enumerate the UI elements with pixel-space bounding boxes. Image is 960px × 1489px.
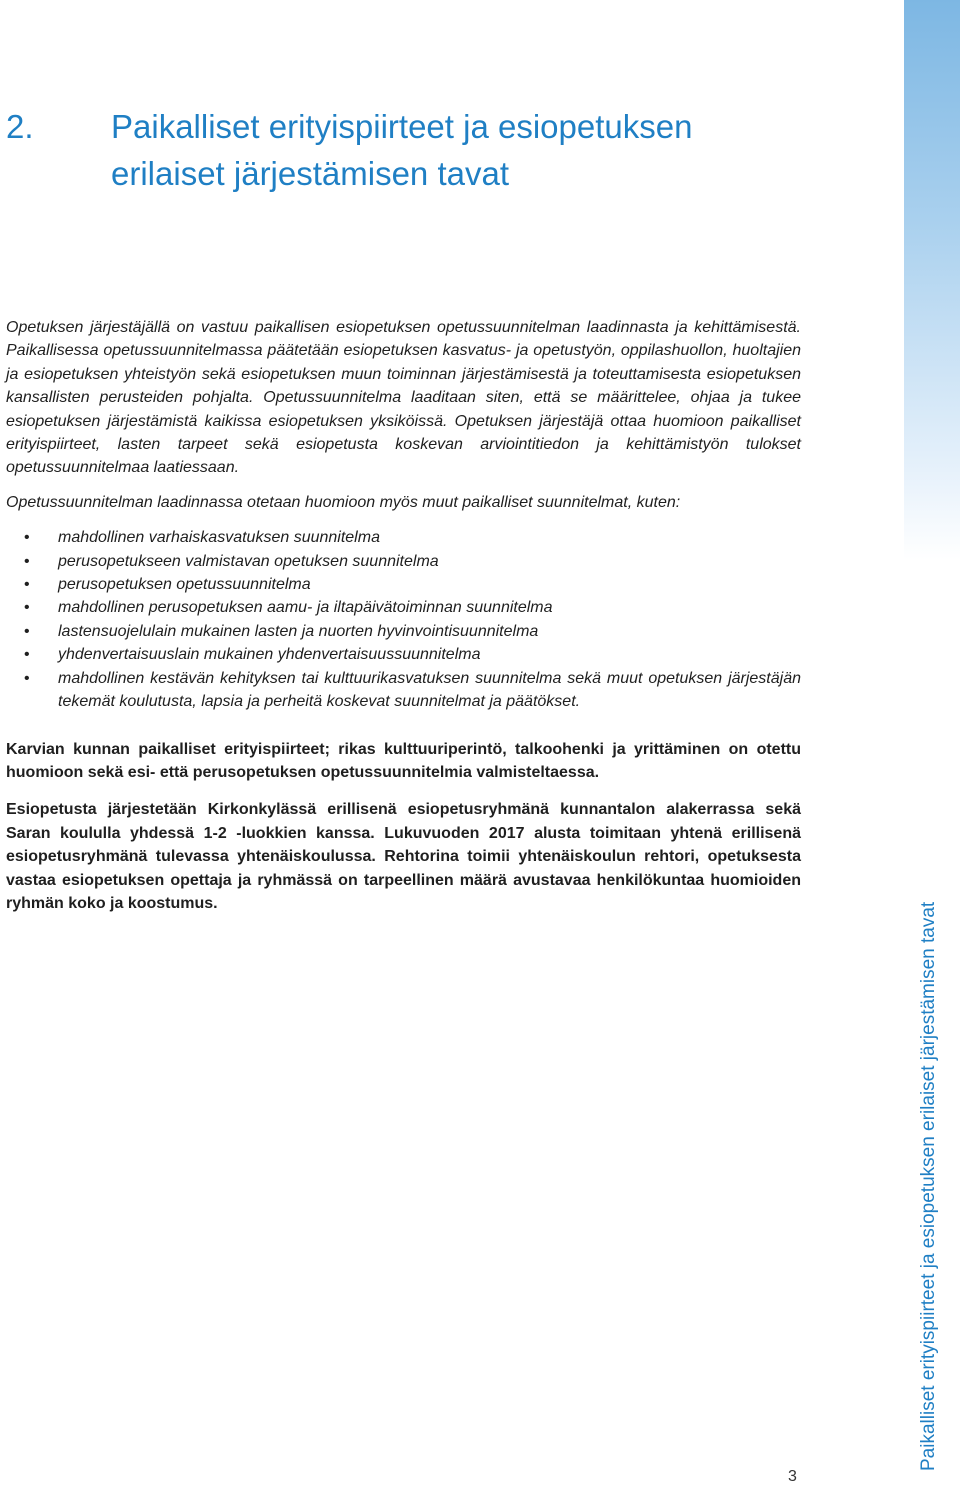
section-heading bbox=[6, 104, 796, 197]
list-item bbox=[6, 620, 801, 643]
list-item-text: perusopetuksen opetussuunnitelma bbox=[58, 576, 311, 594]
bullet: • bbox=[24, 576, 30, 594]
list-item-text: perusopetukseen valmistavan opetuksen suunnitelma bbox=[58, 552, 439, 570]
list-item bbox=[6, 550, 801, 573]
main-content bbox=[6, 316, 801, 915]
bullet: • bbox=[24, 646, 30, 664]
plans-list bbox=[6, 526, 801, 713]
page-number: 3 bbox=[788, 1468, 797, 1485]
list-item-text: yhdenvertaisuuslain mukainen yhdenvertaisuussuunnitelma bbox=[58, 646, 481, 664]
bullet: • bbox=[24, 669, 30, 687]
list-item bbox=[6, 573, 801, 596]
side-running-title: Paikalliset erityispiirteet ja esiopetuksen erilaiset järjestämisen tavat bbox=[918, 901, 939, 1471]
list-item bbox=[6, 643, 801, 666]
arrangement-paragraph: Esiopetusta järjestetään Kirkonkylässä erillisenä esiopetusryhmänä kunnantalon alakerrassa sekä Saran koululla yhdessä 1-2 -luokkien kanssa. Lukuvuoden 2017 alusta toimitaan yhtenä erillisenä esiopetusryhmänä tulevassa yhtenäiskoulussa. Rehtorina toimii yhtenäiskoulun rehtori, opetuksesta vastaa esiopetuksen opettaja ja ryhmässä on tarpeellinen määrä avustavaa henkilökuntaa huomioiden ryhmän koko ja koostumus. bbox=[6, 801, 801, 912]
list-item bbox=[6, 596, 801, 619]
list-item-text: mahdollinen kestävän kehityksen tai kulttuurikasvatuksen suunnitelma sekä muut opetuksen järjestäjän tekemät koulutusta, lapsia ja perheitä koskevat suunnitelmat ja päätökset. bbox=[58, 669, 801, 711]
bullet: • bbox=[24, 622, 30, 640]
local-features-paragraph: Karvian kunnan paikalliset erityispiirteet; rikas kulttuuriperintö, talkoohenki ja yrittäminen on otettu huomioon sekä esi- että perusopetuksen opetussuunnitelmia valmisteltaessa. bbox=[6, 740, 801, 781]
bullet: • bbox=[24, 552, 30, 570]
section-title: Paikalliset erityispiirteet ja esiopetuksen erilaiset järjestämisen tavat bbox=[111, 108, 693, 192]
intro-paragraph: Opetuksen järjestäjällä on vastuu paikallisen esiopetuksen opetussuunnitelman laadinnasta ja kehittämisestä. Paikallisessa opetussuunnitelmassa päätetään esiopetuksen kasvatus- ja opetustyön, oppilashuollon, huoltajien ja esiopetuksen yhteistyön sekä esiopetuksen muun toiminnan järjestämisestä ja toteuttamisesta esiopetuksen kansallisten perusteiden pohjalta. Opetussuunnitelma laaditaan siten, että se määrittelee, ohjaa ja tukee esiopetuksen järjestämistä kaikissa esiopetuksen yksiköissä. Opetuksen järjestäjä ottaa huomioon paikalliset erityispiirteet, lasten tarpeet sekä esiopetusta koskevan arviointitiedon ja kehittämistyön tulokset opetussuunnitelmaa laatiessaan. bbox=[6, 319, 801, 477]
list-item-text: mahdollinen perusopetuksen aamu- ja iltapäivätoiminnan suunnitelma bbox=[58, 599, 553, 617]
section-number: 2. bbox=[6, 108, 34, 145]
list-item-text: lastensuojelulain mukainen lasten ja nuorten hyvinvointisuunnitelma bbox=[58, 622, 539, 640]
list-item bbox=[6, 526, 801, 549]
plans-intro-paragraph: Opetussuunnitelman laadinnassa otetaan huomioon myös muut paikalliset suunnitelmat, kuten: bbox=[6, 493, 681, 511]
list-item-text: mahdollinen varhaiskasvatuksen suunnitelma bbox=[58, 529, 380, 547]
bullet: • bbox=[24, 599, 30, 617]
list-item bbox=[6, 667, 801, 714]
bullet: • bbox=[24, 529, 30, 547]
